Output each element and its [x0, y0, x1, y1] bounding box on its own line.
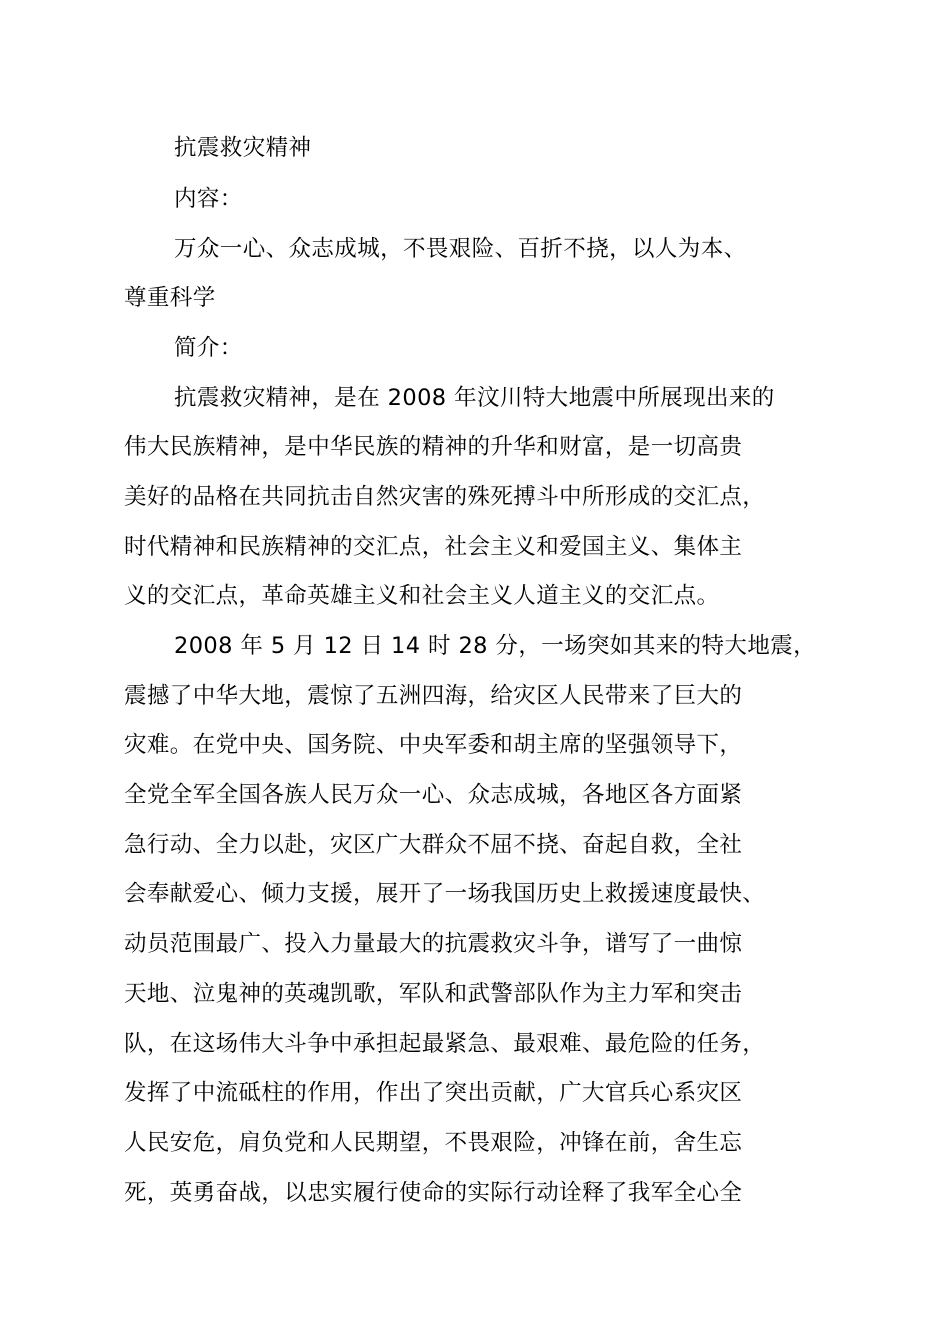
paragraph1-line: 抗震救灾精神，是在 2008 年汶川特大地震中所展现出来的: [174, 385, 775, 411]
paragraph2-line: 灾难。在党中央、国务院、中央军委和胡主席的坚强领导下，: [124, 732, 743, 758]
content-line: 尊重科学: [124, 285, 216, 311]
paragraph2-line: 动员范围最广、投入力量最大的抗震救灾斗争，谱写了一曲惊: [124, 931, 743, 957]
paragraph2-line: 队，在这场伟大斗争中承担起最紧急、最艰难、最危险的任务，: [124, 1031, 766, 1057]
paragraph2-line: 发挥了中流砥柱的作用，作出了突出贡献，广大官兵心系灾区: [124, 1080, 743, 1106]
paragraph1-line: 美好的品格在共同抗击自然灾害的殊死搏斗中所形成的交汇点，: [124, 484, 766, 510]
paragraph1-line: 义的交汇点，革命英雄主义和社会主义人道主义的交汇点。: [124, 583, 720, 609]
paragraph2-line: 全党全军全国各族人民万众一心、众志成城，各地区各方面紧: [124, 782, 743, 808]
paragraph2-line: 会奉献爱心、倾力支援，展开了一场我国历史上救援速度最快、: [124, 881, 766, 907]
document-title: 抗震救灾精神: [174, 135, 312, 161]
paragraph2-line: 人民安危，肩负党和人民期望，不畏艰险，冲锋在前，舍生忘: [124, 1130, 743, 1156]
paragraph2-line: 2008 年 5 月 12 日 14 时 28 分，一场突如其来的特大地震，: [174, 633, 817, 659]
paragraph2-line: 天地、泣鬼神的英魂凯歌，军队和武警部队作为主力军和突击: [124, 981, 743, 1007]
paragraph2-line: 急行动、全力以赴，灾区广大群众不屈不挠、奋起自救，全社: [124, 832, 743, 858]
intro-label: 简介：: [174, 335, 243, 361]
content-line: 万众一心、众志成城，不畏艰险、百折不挠，以人为本、: [174, 236, 747, 262]
paragraph2-line: 死，英勇奋战，以忠实履行使命的实际行动诠释了我军全心全: [124, 1180, 743, 1206]
paragraph1-line: 时代精神和民族精神的交汇点，社会主义和爱国主义、集体主: [124, 534, 743, 560]
paragraph2-line: 震撼了中华大地，震惊了五洲四海，给灾区人民带来了巨大的: [124, 683, 743, 709]
content-label: 内容：: [174, 186, 243, 212]
paragraph1-line: 伟大民族精神，是中华民族的精神的升华和财富，是一切高贵: [124, 434, 743, 460]
